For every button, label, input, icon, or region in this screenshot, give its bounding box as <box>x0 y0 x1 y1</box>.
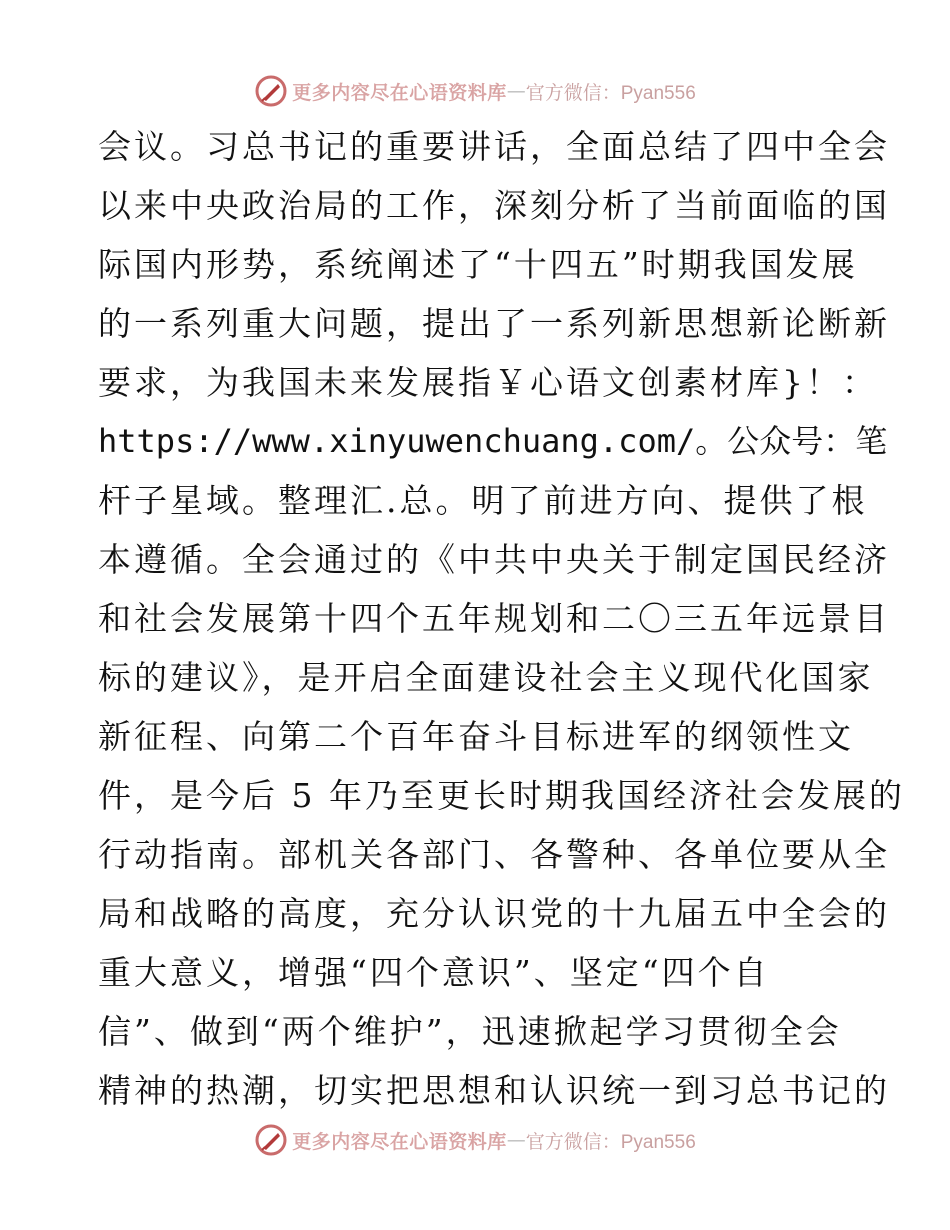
body-line: 标的建议》，是开启全面建设社会主义现代化国家 <box>98 658 874 697</box>
body-line: 杆子星域。整理汇.总。明了前进方向、提供了根 <box>98 481 868 520</box>
quill-pen-circle-icon <box>254 1123 288 1157</box>
body-line: 的一系列重大问题，提出了一系列新思想新论断新 <box>98 304 890 343</box>
body-line: 际国内形势，系统阐述了“十四五”时期我国发展 <box>98 245 858 284</box>
body-line: 精神的热潮，切实把思想和认识统一到习总书记的 <box>98 1071 890 1110</box>
watermark-main-text: 更多内容尽在心语资料库 <box>292 1130 507 1153</box>
body-line: 和社会发展第十四个五年规划和二〇三五年远景目 <box>98 599 890 638</box>
body-line-url: https://www.xinyuwenchuang.com/。公众号：笔 <box>98 422 888 460</box>
body-line: 件，是今后 5 年乃至更长时期我国经济社会发展的 <box>98 776 905 815</box>
body-line: 重大意义，增强“四个意识”、坚定“四个自 <box>98 953 770 992</box>
watermark-separator: — <box>506 1129 526 1151</box>
body-line: 新征程、向第二个百年奋斗目标进军的纲领性文 <box>98 717 854 756</box>
footer-watermark <box>0 1120 950 1160</box>
body-line: 行动指南。部机关各部门、各警种、各单位要从全 <box>98 835 890 874</box>
header-watermark <box>0 71 950 111</box>
watermark-account-text: 官方微信：Pyan556 <box>525 82 696 104</box>
watermark-main-text: 更多内容尽在心语资料库 <box>292 81 507 104</box>
body-line: 要求，为我国未来发展指￥心语文创素材库}！： <box>98 363 878 402</box>
document-body <box>98 117 905 1120</box>
body-line: 局和战略的高度，充分认识党的十九届五中全会的 <box>98 894 890 933</box>
quill-pen-circle-icon <box>254 74 288 108</box>
watermark-account-text: 官方微信：Pyan556 <box>525 1131 696 1153</box>
body-line: 本遵循。全会通过的《中共中央关于制定国民经济 <box>98 540 890 579</box>
body-line: 会议。习总书记的重要讲话，全面总结了四中全会 <box>98 127 890 166</box>
body-line: 以来中央政治局的工作，深刻分析了当前面临的国 <box>98 186 890 225</box>
watermark-separator: — <box>506 80 526 102</box>
body-line: 信”、做到“两个维护”，迅速掀起学习贯彻全会 <box>98 1012 842 1051</box>
